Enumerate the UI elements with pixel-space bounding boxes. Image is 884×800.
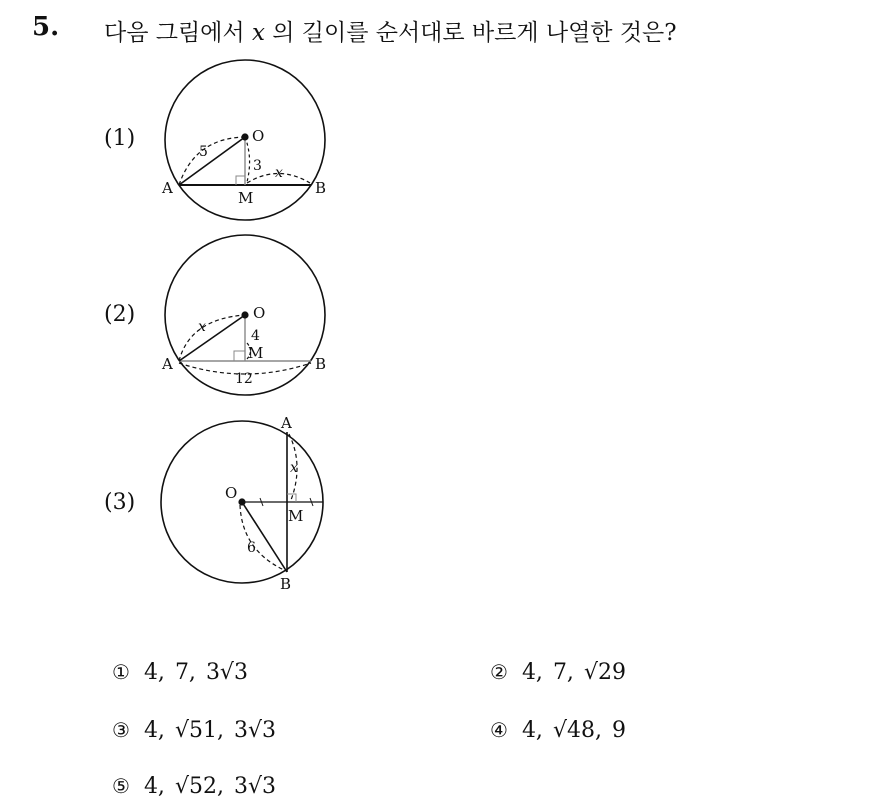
choice-2-value-2: 7, bbox=[552, 660, 574, 685]
figure-2-label-distance: 4 bbox=[251, 328, 260, 344]
figure-1-label-o: O bbox=[252, 127, 265, 145]
choice-1-value-3: 3√3 bbox=[205, 660, 248, 685]
question-number: 5. bbox=[32, 12, 60, 42]
choice-2-value-1: 4, bbox=[521, 660, 543, 685]
choice-3-value-2: √51, bbox=[174, 718, 224, 743]
figure-1-diagram bbox=[150, 60, 340, 230]
figure-3-label-unknown: x bbox=[290, 460, 298, 476]
figure-1-label-a: A bbox=[162, 179, 173, 197]
figure-3-label-o: O bbox=[225, 484, 238, 502]
figure-2-label-b: B bbox=[315, 355, 327, 373]
choice-2-value-3: √29 bbox=[583, 660, 626, 685]
choice-5-marker: ⑤ bbox=[112, 774, 130, 798]
figure-1-label-b: B bbox=[315, 179, 327, 197]
figure-3-center-dot bbox=[238, 498, 245, 505]
figure-2-label: (2) bbox=[104, 302, 136, 327]
figure-1-label: (1) bbox=[104, 126, 136, 151]
figure-3-radius-ob bbox=[242, 502, 287, 572]
choice-3-marker: ③ bbox=[112, 718, 130, 742]
choice-5-value-3: 3√3 bbox=[233, 774, 276, 799]
choice-1-value-2: 7, bbox=[174, 660, 196, 685]
figure-2-label-o: O bbox=[253, 304, 266, 322]
choice-4-value-1: 4, bbox=[521, 718, 543, 743]
question-text-after: 의 길이를 순서대로 바르게 나열한 것은? bbox=[264, 20, 677, 46]
figure-2-label-a: A bbox=[162, 355, 173, 373]
choice-2[interactable] bbox=[490, 660, 636, 685]
choice-1[interactable] bbox=[112, 660, 258, 685]
choice-2-marker: ② bbox=[490, 660, 508, 684]
choice-3-value-1: 4, bbox=[143, 718, 165, 743]
figure-2-label-radius: x bbox=[198, 319, 206, 335]
choice-4[interactable] bbox=[490, 718, 636, 743]
choice-5-value-1: 4, bbox=[143, 774, 165, 799]
figure-2-center-dot bbox=[241, 311, 248, 318]
choice-4-marker: ④ bbox=[490, 718, 508, 742]
figure-3-label-b: B bbox=[280, 575, 292, 593]
question-text bbox=[104, 14, 677, 47]
figure-1-radius-oa bbox=[179, 137, 245, 185]
figure-1-label-radius: 5 bbox=[199, 144, 208, 160]
choice-3[interactable] bbox=[112, 718, 286, 743]
figure-1-label-distance: 3 bbox=[253, 158, 262, 174]
figure-1-label-unknown: x bbox=[275, 165, 283, 181]
figure-1-right-angle-mark bbox=[236, 176, 245, 185]
figure-2-label-m: M bbox=[248, 344, 264, 362]
figure-3-label-radius: 6 bbox=[247, 540, 256, 556]
choice-4-value-2: √48, bbox=[552, 718, 602, 743]
choice-5[interactable] bbox=[112, 774, 286, 799]
choice-5-value-2: √52, bbox=[174, 774, 224, 799]
choice-1-marker: ① bbox=[112, 660, 130, 684]
choice-1-value-1: 4, bbox=[143, 660, 165, 685]
figure-3-diagram bbox=[150, 410, 340, 595]
choice-4-value-3: 9 bbox=[611, 718, 626, 743]
question-variable: x bbox=[251, 20, 265, 46]
figure-2-diagram bbox=[150, 235, 340, 405]
figure-2-label-chord: 12 bbox=[235, 371, 253, 387]
figure-1-label-m: M bbox=[238, 189, 254, 207]
figure-2-right-angle-mark bbox=[234, 351, 245, 361]
figure-3-label-m: M bbox=[288, 507, 304, 525]
question-text-before: 다음 그림에서 bbox=[104, 20, 252, 46]
choice-3-value-3: 3√3 bbox=[233, 718, 276, 743]
figure-3-label: (3) bbox=[104, 490, 136, 515]
figure-3-brace-6 bbox=[240, 505, 284, 570]
figure-3-label-a: A bbox=[281, 414, 292, 432]
figure-1-center-dot bbox=[241, 133, 248, 140]
